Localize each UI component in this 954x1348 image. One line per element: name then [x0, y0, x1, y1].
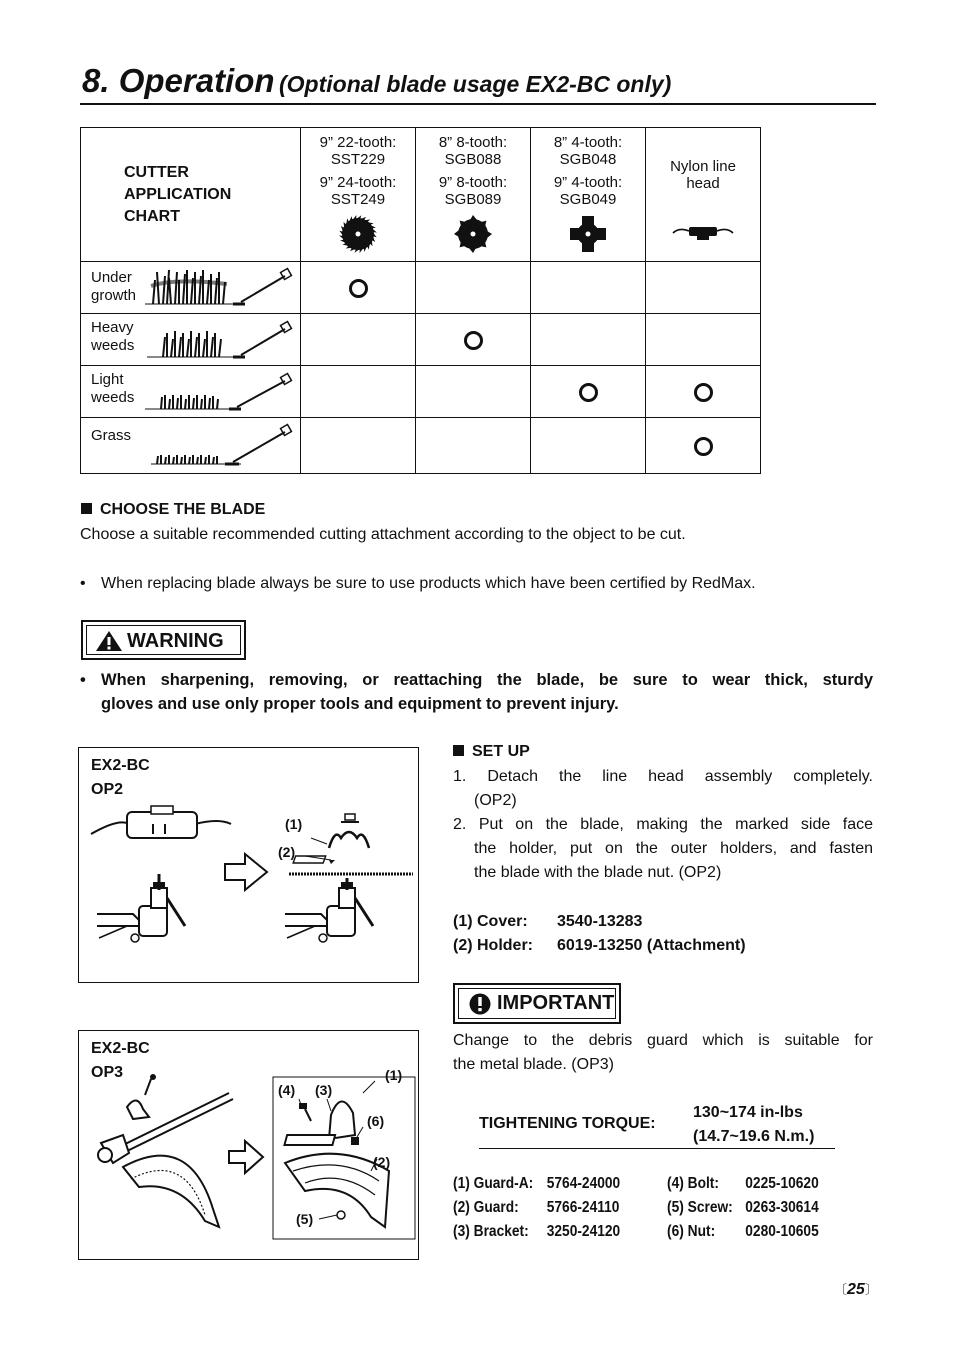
grass-trimmer-icon: [151, 422, 295, 468]
important-line-1: Change to the debris guard which is suitable for: [453, 1032, 873, 1049]
part-row: [667, 1175, 819, 1193]
mark-row3-col2: [416, 366, 531, 418]
row3-line1: Light: [91, 371, 124, 388]
part-value: 5766-24110: [546, 1199, 620, 1216]
mark-row4-col3: [531, 418, 646, 474]
cutter-application-chart: [80, 127, 761, 474]
choose-bullet: • When replacing blade always be sure to use products which have been certified by RedMax.: [80, 575, 756, 592]
setup-steps: [453, 765, 873, 885]
square-bullet-icon: [453, 745, 464, 756]
corner-label-1: CUTTER: [124, 164, 189, 181]
op3-callout-4: (4): [278, 1082, 296, 1098]
mark-row4-col4: [646, 418, 761, 474]
op2-label-line2: OP2: [91, 781, 124, 798]
mark-row1-col3: [531, 262, 646, 314]
part-label: (6) Nut:: [667, 1223, 716, 1240]
part-value: 3250-24120: [546, 1223, 621, 1240]
op2-diagram: [79, 748, 418, 982]
suitable-mark: [464, 331, 483, 350]
row-label-light-weeds: [81, 366, 301, 418]
op2-label-line1: EX2-BC: [91, 757, 150, 774]
part-label: (4) Bolt:: [667, 1175, 719, 1192]
warning-label-box: [81, 620, 246, 660]
mark-row3-col4: [646, 366, 761, 418]
torque-label: TIGHTENING TORQUE:: [479, 1115, 656, 1132]
mark-row1-col2: [416, 262, 531, 314]
col3-line2: SGB048: [559, 151, 617, 168]
corner-label-3: CHART: [124, 208, 180, 225]
col2-line1: 8” 8-tooth:: [438, 134, 508, 151]
exclamation-icon: [469, 993, 491, 1015]
column-header-8-tooth: [416, 128, 531, 262]
warning-label: WARNING: [127, 630, 224, 652]
col4-line1: Nylon line: [670, 158, 736, 175]
setup-step1-line2: (OP2): [474, 792, 517, 809]
part-value: 0263-30614: [745, 1199, 819, 1216]
figure-op2: [78, 747, 419, 983]
warning-triangle-icon: [95, 630, 123, 652]
part-row: [453, 1223, 620, 1241]
part-value: 0280-10605: [745, 1223, 819, 1240]
row-label-heavy-weeds: [81, 314, 301, 366]
part-label: (3) Bracket:: [453, 1223, 529, 1240]
op3-callout-2: (2): [373, 1154, 391, 1170]
row-label-grass: [81, 418, 301, 474]
important-line-2: the metal blade. (OP3): [453, 1056, 614, 1073]
col1-line2: SST229: [330, 151, 386, 168]
col1-line4: SST249: [330, 191, 386, 208]
setup-step2-line1: 2. Put on the blade, making the marked side face: [453, 816, 873, 833]
setup-part2-value: 6019-13250 (Attachment): [557, 937, 746, 954]
chart-corner-cell: [81, 128, 301, 262]
op3-diagram: [79, 1031, 418, 1259]
torque-underline: [479, 1148, 835, 1149]
part-row: [453, 1199, 619, 1217]
setup-parts: [453, 910, 746, 958]
column-header-saw: [301, 128, 416, 262]
col4-line2: head: [686, 175, 720, 192]
mark-row2-col3: [531, 314, 646, 366]
choose-heading-text: CHOOSE THE BLADE: [100, 501, 266, 518]
page-number: 〔25〕: [834, 1281, 878, 1298]
important-label-box: [453, 983, 621, 1024]
suitable-mark: [349, 279, 368, 298]
part-label: (1) Guard-A:: [453, 1175, 534, 1192]
row1-line1: Under: [91, 269, 132, 286]
torque-value-nm: (14.7~19.6 N.m.): [693, 1128, 815, 1145]
row2-line1: Heavy: [91, 319, 134, 336]
mark-row1-col1: [301, 262, 416, 314]
part-row: [453, 1175, 620, 1193]
op2-callout-2: (2): [278, 844, 296, 860]
suitable-mark: [694, 383, 713, 402]
setup-part1-value: 3540-13283: [557, 913, 643, 930]
choose-bullet-text: When replacing blade always be sure to use products which have been certified by RedMax.: [101, 575, 756, 592]
suitable-mark: [579, 383, 598, 402]
mark-row4-col1: [301, 418, 416, 474]
part-label: (2) Guard:: [453, 1199, 519, 1216]
part-row: [667, 1223, 819, 1241]
saw-blade-icon: [338, 214, 378, 254]
col2-line3: 9” 8-tooth:: [438, 174, 508, 191]
warning-line-1: When sharpening, removing, or reattaching the blade, be sure to wear thick, sturdy: [101, 671, 873, 689]
op3-callout-3: (3): [315, 1082, 333, 1098]
setup-heading-text: SET UP: [472, 743, 530, 760]
mark-row2-col4: [646, 314, 761, 366]
nylon-line-head-icon: [671, 220, 735, 244]
choose-heading: [81, 501, 265, 519]
row1-line2: growth: [91, 287, 137, 304]
col2-line4: SGB089: [444, 191, 502, 208]
heavy-weeds-trimmer-icon: [147, 319, 295, 361]
title-sub: (Optional blade usage EX2-BC only): [279, 71, 672, 97]
op3-callout-6: (6): [367, 1113, 385, 1129]
page-title: [82, 62, 671, 100]
op3-label-line1: EX2-BC: [91, 1040, 150, 1057]
mark-row2-col2: [416, 314, 531, 366]
tightening-torque: [479, 1102, 835, 1150]
setup-step1-line1: 1. Detach the line head assembly completely.: [453, 768, 873, 785]
part-value: 0225-10620: [745, 1175, 819, 1192]
light-weeds-trimmer-icon: [145, 371, 295, 413]
undergrowth-trimmer-icon: [145, 266, 295, 308]
part-label: (5) Screw:: [667, 1199, 733, 1216]
col3-line4: SGB049: [559, 191, 617, 208]
mark-row3-col3: [531, 366, 646, 418]
col3-line3: 9” 4-tooth:: [553, 174, 623, 191]
row3-line2: weeds: [91, 389, 135, 406]
setup-heading: [453, 743, 530, 761]
setup-part1-label: (1) Cover:: [453, 913, 528, 930]
mark-row2-col1: [301, 314, 416, 366]
op3-callout-5: (5): [296, 1211, 314, 1227]
part-row: [667, 1199, 819, 1217]
important-text: [453, 1029, 873, 1077]
mark-row1-col4: [646, 262, 761, 314]
row-label-undergrowth: [81, 262, 301, 314]
choose-body: Choose a suitable recommended cutting attachment according to the object to be cut.: [80, 526, 686, 543]
title-rule: [80, 103, 876, 105]
8-tooth-blade-icon: [453, 214, 493, 254]
square-bullet-icon: [81, 503, 92, 514]
page-number-value: 25: [847, 1281, 865, 1298]
setup-part2-label: (2) Holder:: [453, 937, 533, 954]
corner-label-2: APPLICATION: [124, 186, 232, 203]
torque-value-inlbs: 130~174 in-lbs: [693, 1104, 803, 1121]
figure-op3: [78, 1030, 419, 1260]
warning-text: • When sharpening, removing, or reattaching the blade, be sure to wear thick, sturdy gloves and use only proper tools and equipment to prevent injury.: [80, 668, 873, 716]
warning-line-2: gloves and use only proper tools and equipment to prevent injury.: [101, 695, 619, 713]
important-label: IMPORTANT: [497, 992, 615, 1014]
parts-list: [453, 1175, 873, 1251]
row2-line2: weeds: [91, 337, 135, 354]
col3-line1: 8” 4-tooth:: [553, 134, 623, 151]
part-value: 5764-24000: [546, 1175, 621, 1192]
setup-step2-line3: the blade with the blade nut. (OP2): [474, 864, 722, 881]
op3-label-line2: OP3: [91, 1064, 124, 1081]
suitable-mark: [694, 437, 713, 456]
column-header-4-tooth: [531, 128, 646, 262]
title-main: 8. Operation: [82, 62, 275, 99]
row4-line1: Grass: [91, 427, 132, 444]
col2-line2: SGB088: [444, 151, 502, 168]
col1-line1: 9” 22-tooth:: [319, 134, 397, 151]
4-tooth-blade-icon: [568, 214, 608, 254]
setup-step2-line2: the holder, put on the outer holders, and fasten: [474, 840, 873, 857]
op3-callout-1: (1): [385, 1067, 403, 1083]
column-header-nylon: [646, 128, 761, 262]
mark-row3-col1: [301, 366, 416, 418]
col1-line3: 9” 24-tooth:: [319, 174, 397, 191]
op2-callout-1: (1): [285, 816, 303, 832]
mark-row4-col2: [416, 418, 531, 474]
